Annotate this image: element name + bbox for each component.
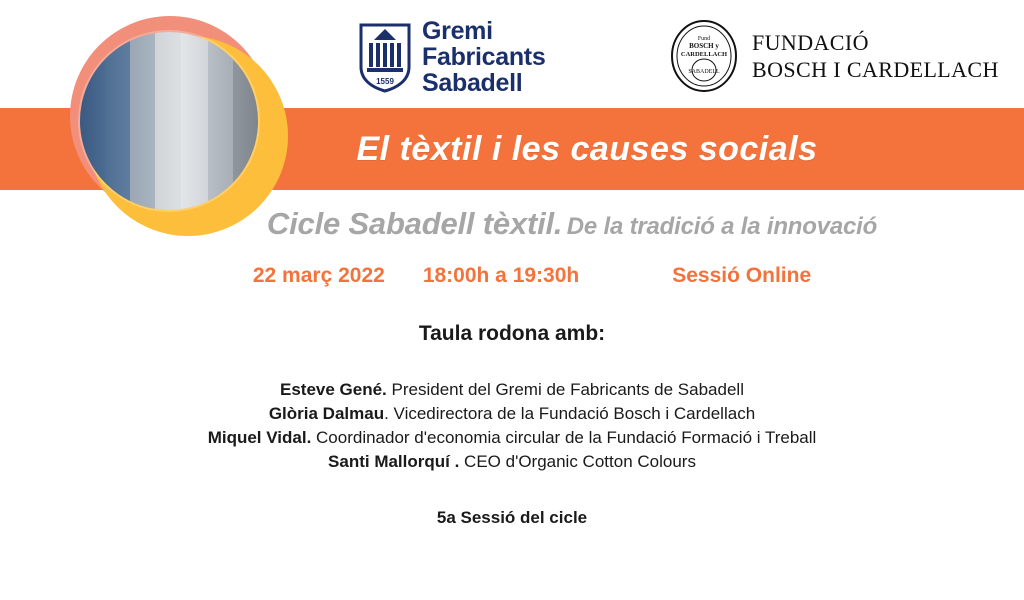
speaker-role: Coordinador d'economia circular de la Fundació Formació i Treball <box>311 428 817 447</box>
gremi-logo-text <box>422 18 545 96</box>
list-item <box>0 426 1024 450</box>
speaker-role: President del Gremi de Fabricants de Sabadell <box>386 380 744 399</box>
fundacio-line-2: BOSCH I CARDELLACH <box>752 57 999 82</box>
gremi-line-1: Gremi <box>422 17 493 45</box>
fabric-samples-image <box>80 32 258 210</box>
poster-title: El tèxtil i les causes socials <box>356 129 818 168</box>
subtitle <box>0 206 1024 242</box>
session-number-note: 5a Sessió del cicle <box>436 508 588 527</box>
speaker-role: CEO d'Organic Cotton Colours <box>459 452 696 471</box>
fundacio-line-1: FUNDACIÓ <box>752 30 869 55</box>
round-seal-icon <box>668 18 740 94</box>
fundacio-logo-text <box>752 29 999 83</box>
event-details <box>0 264 1024 288</box>
gremi-fabricants-logo <box>358 18 545 96</box>
gremi-line-3: Sabadell <box>422 69 523 97</box>
speaker-name: Glòria Dalmau <box>268 404 385 423</box>
list-item <box>0 378 1024 402</box>
speaker-name: Santi Mallorquí . <box>328 452 460 471</box>
speaker-name: Esteve Gené. <box>280 380 387 399</box>
gremi-year-label: 1559 <box>376 77 394 86</box>
list-item <box>0 450 1024 474</box>
event-mode: Sessió Online <box>672 264 812 287</box>
speaker-list <box>0 378 1024 474</box>
subtitle-main: Cicle Sabadell tèxtil. <box>266 206 563 241</box>
event-time: 18:00h a 19:30h <box>422 264 580 287</box>
svg-text:Fund: Fund <box>697 36 711 42</box>
list-item <box>0 402 1024 426</box>
fundacio-bosch-cardellach-logo <box>668 18 999 94</box>
svg-text:CARDELLACH: CARDELLACH <box>680 51 728 58</box>
svg-text:BOSCH y: BOSCH y <box>689 42 719 50</box>
event-date: 22 març 2022 <box>252 264 385 287</box>
speaker-role: . Vicedirectora de la Fundació Bosch i Cardellach <box>384 404 756 423</box>
gremi-line-2: Fabricants <box>422 43 546 71</box>
svg-text:SABADELL: SABADELL <box>688 69 720 75</box>
shield-crest-icon <box>358 21 412 93</box>
subtitle-sub: De la tradició a la innovació <box>566 213 878 240</box>
panel-heading: Taula rodona amb: <box>418 322 606 345</box>
speaker-name: Miquel Vidal. <box>207 428 312 447</box>
